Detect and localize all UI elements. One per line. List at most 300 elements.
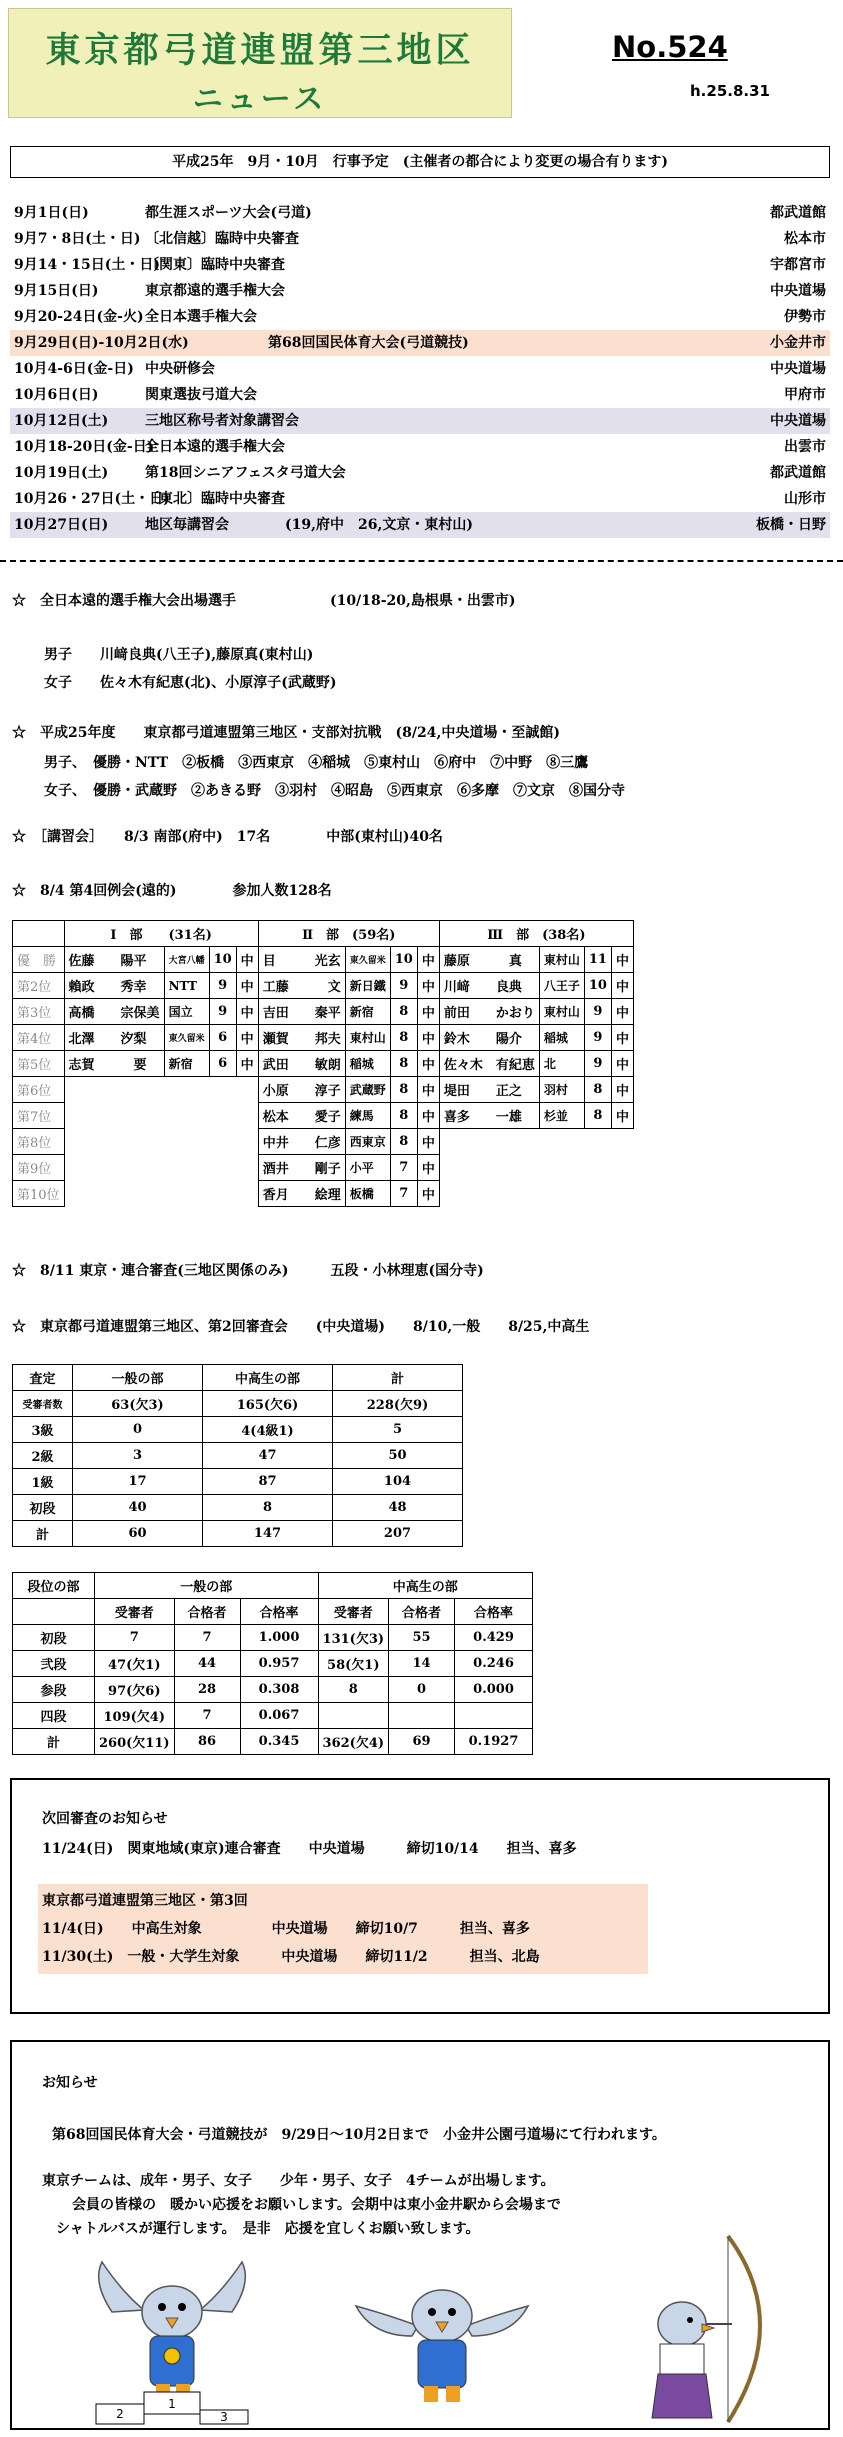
table-cell: 47: [203, 1443, 333, 1469]
newsletter-title: 東京都弓道連盟第三地区: [45, 30, 475, 71]
district-exam-title: 東京都弓道連盟第三地区・第3回: [42, 1893, 248, 1909]
empty-cell: [209, 1155, 236, 1181]
issue-date: h.25.8.31: [690, 82, 770, 100]
table-cell: 165(欠6): [203, 1391, 333, 1417]
table-cell: 賴政 秀幸: [64, 973, 164, 999]
table-cell: 東久留米: [164, 1025, 209, 1051]
table-cell: 8: [203, 1495, 333, 1521]
table-cell: 中: [417, 999, 439, 1025]
table-cell: 8: [318, 1677, 388, 1703]
table-cell: 小平: [345, 1155, 390, 1181]
table-cell: 8: [390, 999, 417, 1025]
table-row: [13, 1599, 533, 1625]
column-header: 一般の部: [95, 1573, 319, 1599]
column-header: 段位の部: [13, 1573, 95, 1599]
table-cell: 中: [611, 947, 633, 973]
table-cell: 北澤 汐梨: [64, 1025, 164, 1051]
table-cell: 0.308: [240, 1677, 318, 1703]
empty-cell: [611, 1129, 633, 1155]
podium-third: 3: [220, 2410, 228, 2424]
schedule-date: 10月27日(日): [14, 517, 109, 533]
podium-second: 2: [116, 2407, 124, 2421]
column-header: 合格者: [389, 1599, 455, 1625]
schedule-date: 10月6日(日): [14, 387, 99, 403]
table-cell: 0: [389, 1677, 455, 1703]
table-cell: 17: [73, 1469, 203, 1495]
schedule-event: 地区毎講習会 (19,府中 26,文京・東村山): [145, 517, 473, 533]
table-cell: 受審者数: [13, 1391, 73, 1417]
column-header: 合格率: [240, 1599, 318, 1625]
empty-cell: [209, 1181, 236, 1207]
table-cell: 西東京: [345, 1129, 390, 1155]
empty-cell: [611, 1155, 633, 1181]
schedule-date: 9月20-24日(金-火): [14, 309, 144, 325]
table-cell: 109(欠4): [95, 1703, 175, 1729]
rank-cell: 第5位: [13, 1051, 65, 1077]
table-cell: 中: [236, 999, 258, 1025]
table-row: [13, 1495, 463, 1521]
schedule-row: [10, 460, 830, 486]
table-cell: 志賀 要: [64, 1051, 164, 1077]
table-cell: 69: [389, 1729, 455, 1755]
table-cell: 国立: [164, 999, 209, 1025]
table-cell: 中: [417, 1155, 439, 1181]
notice-text: 第68回国民体育大会・弓道競技が 9/29日～10月2日まで 小金井公園弓道場にて行われます。: [52, 2127, 666, 2143]
table-cell: 板橋: [345, 1181, 390, 1207]
table-cell: 1級: [13, 1469, 73, 1495]
women-results: 女子、 優勝・武蔵野 ②あきる野 ③羽村 ④昭島 ⑤西東京 ⑥多摩 ⑦文京 ⑧国分寺: [44, 783, 625, 799]
empty-cell: [584, 1155, 611, 1181]
table-cell: 60: [73, 1521, 203, 1547]
notice-title: お知らせ: [42, 2075, 98, 2091]
table-cell: 58(欠1): [318, 1651, 388, 1677]
schedule-place: 小金井市: [770, 335, 826, 351]
table-cell: 44: [174, 1651, 240, 1677]
table-cell: 8: [390, 1025, 417, 1051]
table-cell: 8: [390, 1103, 417, 1129]
empty-cell: [64, 1129, 164, 1155]
table-cell: 弐段: [13, 1651, 95, 1677]
dan-exam-table: [12, 1572, 533, 1755]
schedule-heading: 平成25年 9月・10月 行事予定 (主催者の都合により変更の場合有ります): [10, 146, 830, 178]
table-cell: 東村山: [345, 1025, 390, 1051]
column-header: 中高生の部: [203, 1365, 333, 1391]
schedule-event: 〔東北〕臨時中央審査: [145, 491, 285, 507]
column-header: 受審者: [95, 1599, 175, 1625]
district-exam-line: 11/30(土) 一般・大学生対象 中央道場 締切11/2 担当、北島: [42, 1949, 540, 1965]
schedule-place: 松本市: [784, 231, 826, 247]
table-cell: 11: [584, 947, 611, 973]
rank-cell: 第3位: [13, 999, 65, 1025]
divider: [0, 560, 843, 562]
schedule-place: 都武道館: [770, 465, 826, 481]
table-cell: 喜多 一雄: [439, 1103, 539, 1129]
schedule-date: 10月12日(土): [14, 413, 109, 429]
schedule-row: [10, 434, 830, 460]
column-header: 合格率: [455, 1599, 533, 1625]
table-cell: 工藤 文: [258, 973, 345, 999]
group-title: Ⅰ 部 (31名): [64, 921, 258, 947]
table-cell: 48: [333, 1495, 463, 1521]
empty-cell: [584, 1181, 611, 1207]
schedule-row: [10, 512, 830, 538]
table-row: [13, 1155, 634, 1181]
column-header: 一般の部: [73, 1365, 203, 1391]
schedule-row: [10, 226, 830, 252]
table-row: [13, 1391, 463, 1417]
table-cell: 中: [236, 1025, 258, 1051]
empty-cell: [164, 1129, 209, 1155]
empty-cell: [236, 1155, 258, 1181]
women-players: 女子 佐々木有紀恵(北)、小原淳子(武蔵野): [44, 675, 337, 691]
table-cell: 八王子: [539, 973, 584, 999]
table-cell: 高橋 宗保美: [64, 999, 164, 1025]
rank-cell: 優 勝: [13, 947, 65, 973]
schedule-row: [10, 252, 830, 278]
men-players: 男子 川﨑良典(八王子),藤原真(東村山): [44, 647, 314, 663]
notice-box: [10, 2040, 830, 2430]
schedule-event: 三地区称号者対象講習会: [145, 413, 299, 429]
table-cell: 7: [95, 1625, 175, 1651]
table-row: [13, 1051, 634, 1077]
empty-cell: [64, 1181, 164, 1207]
schedule-list: [10, 200, 830, 538]
empty-cell: [164, 1155, 209, 1181]
table-row: [13, 947, 634, 973]
table-cell: 10: [209, 947, 236, 973]
table-cell: 武田 敏朗: [258, 1051, 345, 1077]
empty-cell: [584, 1129, 611, 1155]
schedule-date: 9月7・8日(土・日): [14, 231, 141, 247]
empty-cell: [64, 1155, 164, 1181]
table-cell: 55: [389, 1625, 455, 1651]
schedule-place: 甲府市: [784, 387, 826, 403]
next-exam-title: 次回審査のお知らせ: [42, 1811, 168, 1827]
table-cell: 9: [584, 1025, 611, 1051]
section-title: ☆ 全日本遠的選手権大会出場選手: [12, 593, 236, 609]
newsletter-subtitle: ニュース: [192, 82, 328, 117]
empty-cell: [164, 1181, 209, 1207]
table-cell: 川﨑 良典: [439, 973, 539, 999]
table-row: [13, 1651, 533, 1677]
table-cell: 207: [333, 1521, 463, 1547]
schedule-event: 関東選抜弓道大会: [145, 387, 257, 403]
rank-cell: 第4位: [13, 1025, 65, 1051]
table-cell: 酒井 剛子: [258, 1155, 345, 1181]
table-cell: 131(欠3): [318, 1625, 388, 1651]
table-cell: 中: [611, 1051, 633, 1077]
table-cell: 40: [73, 1495, 203, 1521]
table-cell: 新日鐵: [345, 973, 390, 999]
table-row: [13, 1129, 634, 1155]
table-cell: 9: [584, 1051, 611, 1077]
podium-first: 1: [168, 2397, 176, 2411]
schedule-date: 9月29日(日)-10月2日(水): [14, 335, 189, 351]
table-cell: 2級: [13, 1443, 73, 1469]
joint-exam-line: ☆ 8/11 東京・連合審査(三地区関係のみ) 五段・小林理恵(国分寺): [12, 1263, 484, 1279]
table-cell: 0: [73, 1417, 203, 1443]
table-cell: 362(欠4): [318, 1729, 388, 1755]
mascot-illustration: [352, 2266, 532, 2416]
section-title: ☆ 平成25年度 東京都弓道連盟第三地区・支部対抗戦 (8/24,中央道場・至誠館): [12, 725, 560, 741]
schedule-date: 9月14・15日(土・日): [14, 257, 160, 273]
table-cell: 佐々木 有紀恵: [439, 1051, 539, 1077]
table-cell: 中: [236, 1051, 258, 1077]
table-cell: 8: [584, 1077, 611, 1103]
table-cell: 0.000: [455, 1677, 533, 1703]
table-cell: 3: [73, 1443, 203, 1469]
table-cell: 瀬賀 邦夫: [258, 1025, 345, 1051]
schedule-place: 宇都宮市: [770, 257, 826, 273]
table-cell: 3級: [13, 1417, 73, 1443]
table-cell: 中井 仁彦: [258, 1129, 345, 1155]
schedule-event: 第18回シニアフェスタ弓道大会: [145, 465, 346, 481]
table-cell: 4(4級1): [203, 1417, 333, 1443]
table-row: [13, 1703, 533, 1729]
title-banner: [8, 8, 512, 118]
table-cell: 鈴木 陽介: [439, 1025, 539, 1051]
schedule-event: 都生涯スポーツ大会(弓道): [145, 205, 312, 221]
table-cell: 中: [417, 1181, 439, 1207]
table-cell: 147: [203, 1521, 333, 1547]
table-cell: 104: [333, 1469, 463, 1495]
table-cell: NTT: [164, 973, 209, 999]
table-cell: 6: [209, 1025, 236, 1051]
exam-session-line: ☆ 東京都弓道連盟第三地区、第2回審査会 (中央道場) 8/10,一般 8/25,中高生: [12, 1319, 590, 1335]
schedule-row: [10, 278, 830, 304]
table-cell: 中: [611, 1077, 633, 1103]
column-header: 受審者: [318, 1599, 388, 1625]
table-cell: 0.429: [455, 1625, 533, 1651]
table-row: [13, 1181, 634, 1207]
table-cell: 初段: [13, 1495, 73, 1521]
empty-cell: [236, 1181, 258, 1207]
notice-text: シャトルバスが運行します。 是非 応援を宜しくお願い致します。: [56, 2221, 480, 2237]
table-cell: 佐藤 陽平: [64, 947, 164, 973]
column-header: 合格者: [174, 1599, 240, 1625]
table-cell: 中: [417, 1103, 439, 1129]
table-cell: 大宮八幡: [164, 947, 209, 973]
empty-cell: [539, 1181, 584, 1207]
table-cell: 1.000: [240, 1625, 318, 1651]
table-cell: 8: [390, 1051, 417, 1077]
table-cell: 7: [390, 1155, 417, 1181]
table-row: [13, 1677, 533, 1703]
table-cell: 武蔵野: [345, 1077, 390, 1103]
table-cell: 8: [390, 1129, 417, 1155]
group-title: Ⅲ 部 (38名): [439, 921, 633, 947]
table-cell: [13, 1599, 95, 1625]
table-row: [13, 1365, 463, 1391]
table-cell: 中: [417, 1077, 439, 1103]
schedule-event: 第68回国民体育大会(弓道競技): [268, 335, 469, 351]
group-title: Ⅱ 部 (59名): [258, 921, 439, 947]
table-cell: 北: [539, 1051, 584, 1077]
table-cell: 四段: [13, 1703, 95, 1729]
table-cell: 中: [611, 1025, 633, 1051]
schedule-event: 全日本遠的選手権大会: [145, 439, 285, 455]
table-row: [13, 973, 634, 999]
next-exam-line: 11/24(日) 関東地域(東京)連合審査 中央道場 締切10/14 担当、喜多: [42, 1841, 577, 1857]
rank-cell: 第6位: [13, 1077, 65, 1103]
table-cell: 7: [174, 1703, 240, 1729]
schedule-row: [10, 382, 830, 408]
table-cell: 羽村: [539, 1077, 584, 1103]
table-cell: 計: [13, 1521, 73, 1547]
rank-cell: 第10位: [13, 1181, 65, 1207]
table-cell: 28: [174, 1677, 240, 1703]
table-row: [13, 1521, 463, 1547]
table-cell: 5: [333, 1417, 463, 1443]
schedule-row: [10, 200, 830, 226]
empty-cell: [164, 1103, 209, 1129]
table-cell: 東村山: [539, 947, 584, 973]
table-cell: [318, 1703, 388, 1729]
table-row: [13, 1025, 634, 1051]
table-cell: 63(欠3): [73, 1391, 203, 1417]
table-cell: 10: [390, 947, 417, 973]
table-cell: 初段: [13, 1625, 95, 1651]
schedule-date: 10月4-6日(金-日): [14, 361, 134, 377]
schedule-row: [10, 486, 830, 512]
schedule-place: 中央道場: [770, 283, 826, 299]
table-row: [13, 1469, 463, 1495]
table-cell: 9: [209, 973, 236, 999]
schedule-place: 中央道場: [770, 413, 826, 429]
schedule-row: [10, 408, 830, 434]
schedule-event: 〔北信越〕臨時中央審査: [145, 231, 299, 247]
schedule-date: 10月19日(土): [14, 465, 109, 481]
table-row: [13, 1103, 634, 1129]
table-cell: 中: [236, 973, 258, 999]
table-cell: 0.1927: [455, 1729, 533, 1755]
schedule-event: 東京都遠的選手権大会: [145, 283, 285, 299]
empty-cell: [439, 1129, 539, 1155]
schedule-date: 9月15日(日): [14, 283, 99, 299]
table-cell: 中: [417, 973, 439, 999]
table-cell: 東村山: [539, 999, 584, 1025]
rank-cell: 第2位: [13, 973, 65, 999]
table-cell: 0.957: [240, 1651, 318, 1677]
table-cell: 14: [389, 1651, 455, 1677]
table-cell: 杉並: [539, 1103, 584, 1129]
next-exam-box: [10, 1778, 830, 2014]
table-cell: 藤原 真: [439, 947, 539, 973]
table-cell: 練馬: [345, 1103, 390, 1129]
empty-cell: [209, 1077, 236, 1103]
schedule-place: 中央道場: [770, 361, 826, 377]
kyu-exam-table: [12, 1364, 463, 1547]
table-cell: [13, 921, 65, 947]
empty-cell: [236, 1129, 258, 1155]
rank-cell: 第7位: [13, 1103, 65, 1129]
meeting-line: ☆ 8/4 第4回例会(遠的) 参加人数128名: [12, 883, 332, 899]
schedule-place: 都武道館: [770, 205, 826, 221]
empty-cell: [209, 1129, 236, 1155]
schedule-date: 9月1日(日): [14, 205, 89, 221]
men-results: 男子、 優勝・NTT ②板橋 ③西東京 ④稲城 ⑤東村山 ⑥府中 ⑦中野 ⑧三鷹: [44, 755, 589, 771]
table-cell: 計: [13, 1729, 95, 1755]
table-cell: 9: [209, 999, 236, 1025]
empty-cell: [164, 1077, 209, 1103]
table-cell: 中: [611, 999, 633, 1025]
table-row: [13, 1625, 533, 1651]
table-cell: 目 光玄: [258, 947, 345, 973]
table-cell: 0.067: [240, 1703, 318, 1729]
rank-cell: 第9位: [13, 1155, 65, 1181]
table-cell: 中: [611, 1103, 633, 1129]
mascot-podium-illustration: [82, 2252, 282, 2428]
table-cell: 87: [203, 1469, 333, 1495]
table-cell: 260(欠11): [95, 1729, 175, 1755]
table-cell: 中: [417, 1051, 439, 1077]
schedule-event: 〔関東〕臨時中央審査: [145, 257, 285, 273]
table-cell: 小原 淳子: [258, 1077, 345, 1103]
notice-text: 会員の皆様の 暖かい応援をお願いします。会期中は東小金井駅から会場まで: [72, 2197, 561, 2213]
district-exam-line: 11/4(日) 中高生対象 中央道場 締切10/7 担当、喜多: [42, 1921, 530, 1937]
issue-number: No.524: [612, 30, 728, 64]
table-row: [13, 1077, 634, 1103]
schedule-row: [10, 356, 830, 382]
schedule-event: 中央研修会: [145, 361, 215, 377]
empty-cell: [64, 1077, 164, 1103]
empty-cell: [236, 1103, 258, 1129]
empty-cell: [64, 1103, 164, 1129]
archer-mascot-illustration: [632, 2232, 792, 2428]
table-cell: 中: [417, 1129, 439, 1155]
empty-cell: [209, 1103, 236, 1129]
table-cell: 6: [209, 1051, 236, 1077]
table-cell: 7: [174, 1625, 240, 1651]
table-row: [13, 921, 634, 947]
table-cell: 堤田 正之: [439, 1077, 539, 1103]
schedule-place: 出雲市: [784, 439, 826, 455]
rank-cell: 第8位: [13, 1129, 65, 1155]
table-cell: 47(欠1): [95, 1651, 175, 1677]
table-cell: 新宿: [345, 999, 390, 1025]
match-results-table: [12, 920, 634, 1207]
table-row: [13, 1443, 463, 1469]
table-cell: 8: [390, 1077, 417, 1103]
table-row: [13, 1729, 533, 1755]
table-row: [13, 1417, 463, 1443]
schedule-row: [10, 304, 830, 330]
table-cell: 9: [584, 999, 611, 1025]
table-cell: 松本 愛子: [258, 1103, 345, 1129]
workshop-line: ☆ ［講習会］ 8/3 南部(府中) 17名 中部(東村山)40名: [12, 829, 443, 845]
district-exam-block: [38, 1884, 648, 1974]
table-row: [13, 999, 634, 1025]
table-cell: 0.345: [240, 1729, 318, 1755]
table-cell: 8: [584, 1103, 611, 1129]
column-header: 計: [333, 1365, 463, 1391]
column-header: 査定: [13, 1365, 73, 1391]
table-cell: 7: [390, 1181, 417, 1207]
table-cell: 228(欠9): [333, 1391, 463, 1417]
schedule-row: [10, 330, 830, 356]
table-cell: 香月 絵理: [258, 1181, 345, 1207]
table-cell: [389, 1703, 455, 1729]
table-cell: 吉田 秦平: [258, 999, 345, 1025]
column-header: 中高生の部: [318, 1573, 532, 1599]
table-cell: 97(欠6): [95, 1677, 175, 1703]
table-cell: 9: [390, 973, 417, 999]
table-cell: 参段: [13, 1677, 95, 1703]
schedule-place: 伊勢市: [784, 309, 826, 325]
table-cell: 0.246: [455, 1651, 533, 1677]
table-cell: 前田 かおり: [439, 999, 539, 1025]
table-row: [13, 1573, 533, 1599]
